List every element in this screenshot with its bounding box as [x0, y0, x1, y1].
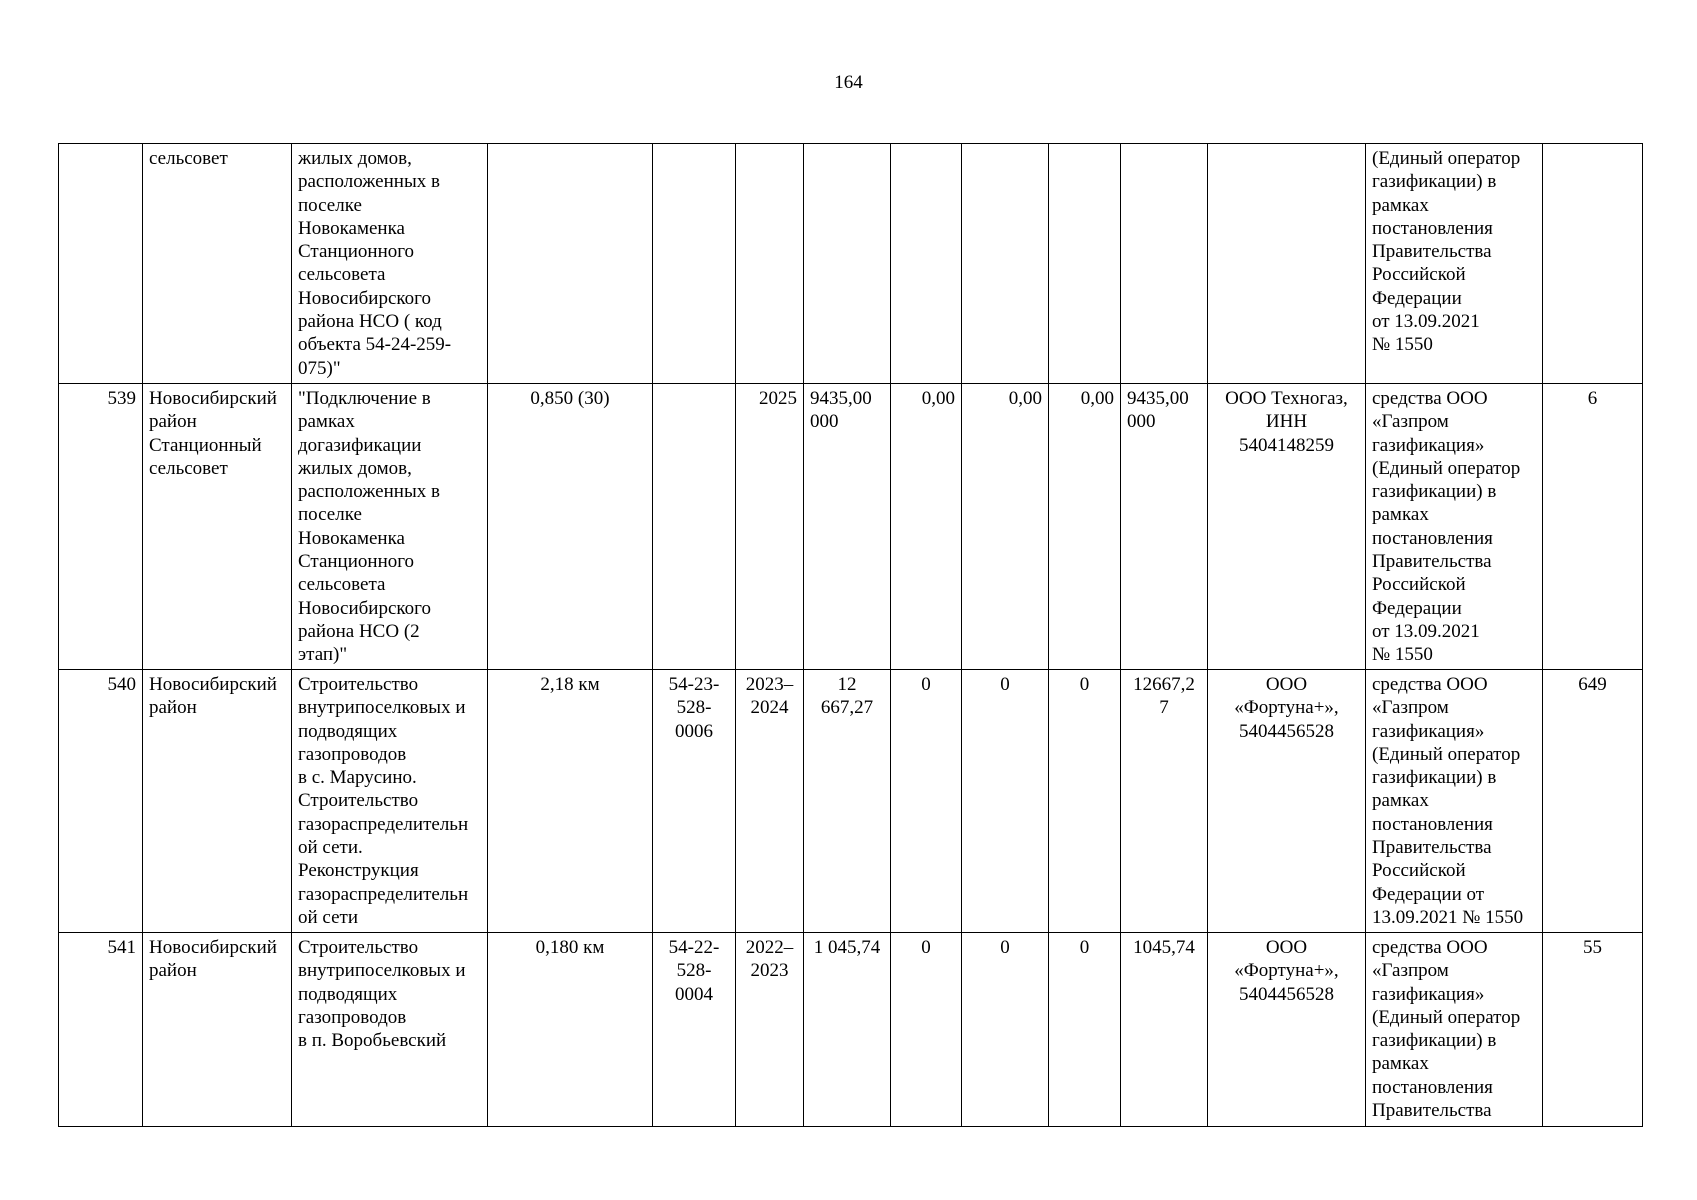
funding-cell-4: 1045,74 — [1121, 933, 1208, 1127]
row-number-cell: 541 — [59, 933, 143, 1127]
object-name-cell: жилых домов, расположенных в поселке Новокаменка Станционного сельсовета Новосибирского района НСО ( код объекта 54-24-259- 075)" — [292, 144, 488, 384]
organization-cell: ООО «Фортуна+», 5404456528 — [1208, 670, 1366, 933]
district-cell: Новосибирский район Станционный сельсовет — [143, 384, 292, 670]
funding-cell-3: 0 — [1049, 933, 1121, 1127]
funding-cell-1: 0 — [891, 933, 962, 1127]
years-cell: 2022– 2023 — [736, 933, 804, 1127]
last-value-cell: 649 — [1543, 670, 1643, 933]
funding-source-cell: средства ООО «Газпром газификация» (Единый оператор газификации) в рамках постановления Правительства Российской Федерации от 13.09.2021 № 1550 — [1366, 670, 1543, 933]
funding-source-cell: (Единый оператор газификации) в рамках постановления Правительства Российской Федерации от 13.09.2021 № 1550 — [1366, 144, 1543, 384]
table-row — [59, 670, 1643, 933]
total-cost-cell: 12 667,27 — [804, 670, 891, 933]
organization-cell: ООО «Фортуна+», 5404456528 — [1208, 933, 1366, 1127]
page-number: 164 — [834, 72, 863, 93]
length-cell: 0,180 км — [488, 933, 653, 1127]
funding-cell-3: 0,00 — [1049, 384, 1121, 670]
object-name-cell: Строительство внутрипоселковых и подводящих газопроводов в п. Воробьевский — [292, 933, 488, 1127]
length-cell — [488, 144, 653, 384]
funding-cell-4: 12667,2 7 — [1121, 670, 1208, 933]
table-row — [59, 144, 1643, 384]
funding-cell-2: 0,00 — [962, 384, 1049, 670]
funding-cell-1: 0 — [891, 670, 962, 933]
object-code-cell — [653, 144, 736, 384]
total-cost-cell: 9435,00 000 — [804, 384, 891, 670]
funding-cell-4 — [1121, 144, 1208, 384]
row-number-cell: 539 — [59, 384, 143, 670]
organization-cell: ООО Техногаз, ИНН 5404148259 — [1208, 384, 1366, 670]
object-name-cell: Строительство внутрипоселковых и подводящих газопроводов в с. Марусино. Строительство газораспределительн ой сети. Реконструкция газораспределительн ой сети — [292, 670, 488, 933]
district-cell: Новосибирский район — [143, 670, 292, 933]
funding-cell-3 — [1049, 144, 1121, 384]
years-cell: 2025 — [736, 384, 804, 670]
object-code-cell — [653, 384, 736, 670]
table-row — [59, 933, 1643, 1127]
last-value-cell: 55 — [1543, 933, 1643, 1127]
last-value-cell: 6 — [1543, 384, 1643, 670]
organization-cell — [1208, 144, 1366, 384]
object-name-cell: "Подключение в рамках догазификации жилых домов, расположенных в поселке Новокаменка Станционного сельсовета Новосибирского района НСО (2 этап)" — [292, 384, 488, 670]
funding-cell-1 — [891, 144, 962, 384]
funding-cell-4: 9435,00 000 — [1121, 384, 1208, 670]
object-code-cell: 54-23- 528- 0006 — [653, 670, 736, 933]
funding-source-cell: средства ООО «Газпром газификация» (Единый оператор газификации) в рамках постановления Правительства — [1366, 933, 1543, 1127]
length-cell: 2,18 км — [488, 670, 653, 933]
length-cell: 0,850 (30) — [488, 384, 653, 670]
total-cost-cell — [804, 144, 891, 384]
funding-cell-2 — [962, 144, 1049, 384]
table-row — [59, 384, 1643, 670]
row-number-cell: 540 — [59, 670, 143, 933]
data-table — [58, 143, 1643, 1127]
funding-cell-3: 0 — [1049, 670, 1121, 933]
last-value-cell — [1543, 144, 1643, 384]
years-cell — [736, 144, 804, 384]
total-cost-cell: 1 045,74 — [804, 933, 891, 1127]
object-code-cell: 54-22- 528- 0004 — [653, 933, 736, 1127]
district-cell: Новосибирский район — [143, 933, 292, 1127]
funding-cell-2: 0 — [962, 933, 1049, 1127]
funding-cell-1: 0,00 — [891, 384, 962, 670]
district-cell: сельсовет — [143, 144, 292, 384]
row-number-cell — [59, 144, 143, 384]
funding-source-cell: средства ООО «Газпром газификация» (Единый оператор газификации) в рамках постановления Правительства Российской Федерации от 13.09.2021 № 1550 — [1366, 384, 1543, 670]
funding-cell-2: 0 — [962, 670, 1049, 933]
years-cell: 2023– 2024 — [736, 670, 804, 933]
